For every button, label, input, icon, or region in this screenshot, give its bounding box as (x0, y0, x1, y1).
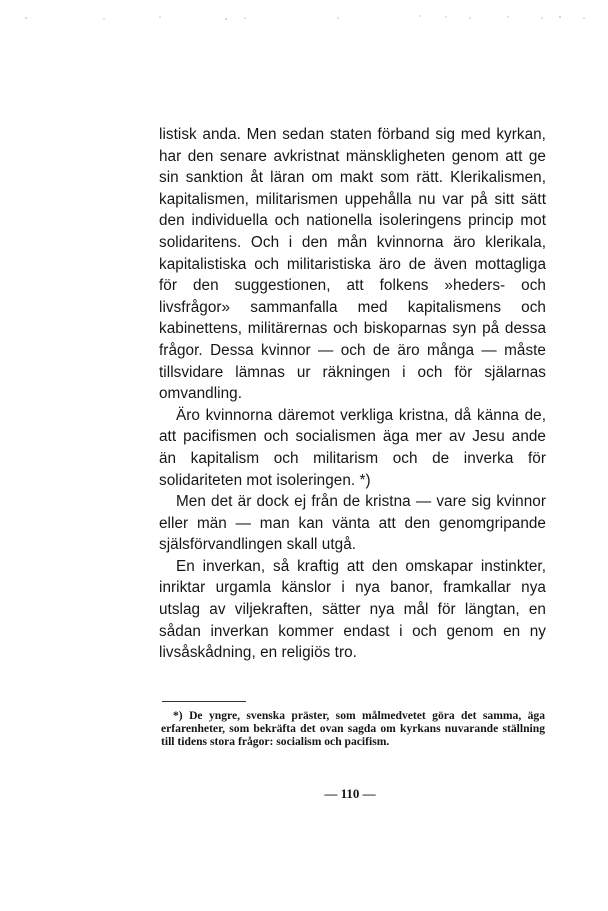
scan-specks (0, 0, 608, 60)
main-text (159, 124, 546, 664)
footnote-text: De yngre, svenska präster, som målmedvetet göra det samma, äga erfarenheter, som bekräfta det ovan sagda om kyrkans nuvarande ställning till tidens stora frågor: socialism och pacifism. (161, 709, 545, 749)
paragraph-4: En inverkan, så kraftig att den omskapar instinkter, inriktar urgamla känslor i nya banor, framkallar nya utslag av viljekraften, sätter nya mål för längtan, en sådan inverkan kommer endast i och genom en ny livsåskådning, en religiös tro. (159, 557, 546, 662)
footnote-divider (162, 701, 246, 702)
footnote-marker: *) (173, 709, 183, 722)
paragraph-3: Men det är dock ej från de kristna — vare sig kvinnor eller män — man kan vänta att den genomgripande själsförvandlingen skall utgå. (159, 493, 546, 554)
paragraph-2: Äro kvinnorna däremot verkliga kristna, då känna de, att pacifismen och socialismen äga mer av Jesu ande än kapitalism och militarism och de inverka för solidariteten mot isoleringen. *) (159, 406, 546, 489)
footnote (161, 709, 545, 749)
page-number: — 110 — (324, 786, 376, 801)
paragraph-1: listisk anda. Men sedan staten förband sig med kyrkan, har den senare avkristnat mänskligheten genom att ge sin sanktion åt läran om makt som rätt. Klerikalismen, kapitalismen, militarismen uppehålla nu var på sitt sätt den individuella och nationella isoleringens princip mot solidaritens. Och i den mån kvinnorna äro klerikala, kapitalistiska och militaristiska äro de även mottagliga för den suggestionen, att folkens »heders- och livsfrågor» sammanfalla med kapitalismens och kabinettens, militärernas och biskoparnas syn på dessa frågor. Dessa kvinnor — och de äro många — måste tillsvidare lämnas ur räkningen i och för själarnas omvandling. (159, 126, 546, 403)
